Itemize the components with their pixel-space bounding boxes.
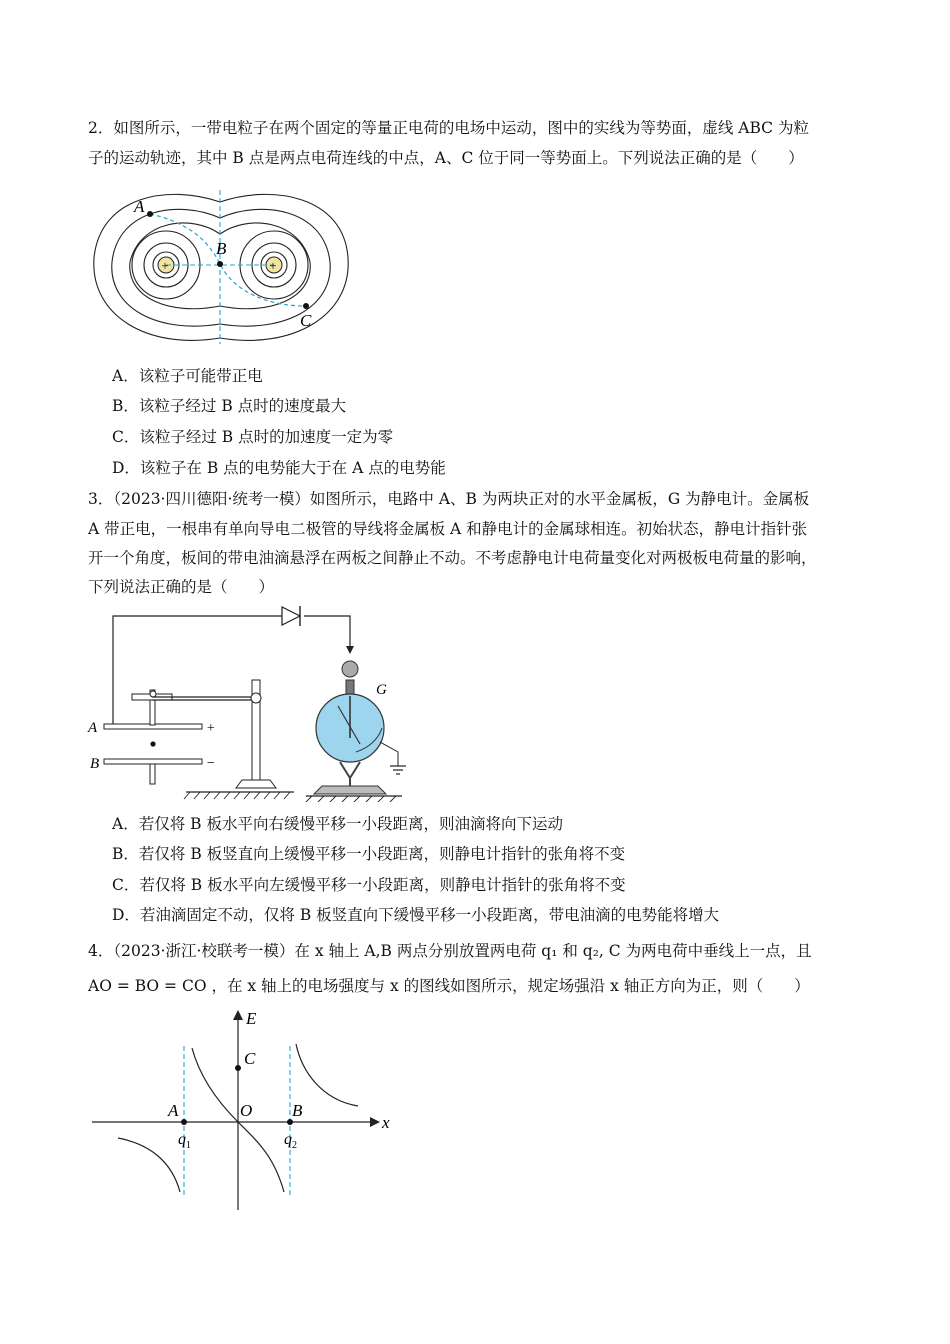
q2-option-b: B．该粒子经过 B 点时的速度最大 [112,397,347,415]
axis-e-label: E [246,1009,257,1028]
q4-stem-line-2: AO = BO = CO ，在 x 轴上的电场强度与 x 的图线如图所示，规定场强沿 x 轴正方向为正，则（ ） [88,977,810,995]
point-c-label: C [300,311,312,330]
q2-stem-line-1: 2．如图所示，一带电粒子在两个固定的等量正电荷的电场中运动，图中的实线为等势面，虚线 ABC 为粒 [88,119,809,137]
q3-option-b: B．若仅将 B 板竖直向上缓慢平移一小段距离，则静电计指针的张角将不变 [112,845,626,863]
q2-equipotential-figure [88,188,356,354]
charge-q1-label: $q_1$ [178,1131,191,1151]
q3-stem-line-4: 下列说法正确的是（ ） [88,578,275,596]
plate-b-sign: − [206,756,216,771]
q4-stem-line-1: 4．（2023·浙江·校联考一模）在 x 轴上 A,B 两点分别放置两电荷 q₁ 和 q₂, C 为两电荷中垂线上一点，且 [88,942,812,960]
plate-b-label: B [90,756,100,772]
origin-label: O [240,1101,253,1120]
q2-option-c: C．该粒子经过 B 点时的加速度一定为零 [112,428,394,446]
q2-option-a: A．该粒子可能带正电 [112,367,263,385]
q3-circuit-figure [86,602,416,802]
q2-stem-line-2: 子的运动轨迹，其中 B 点是两点电荷连线的中点，A、C 位于同一等势面上。下列说法正确的是（ ） [88,149,804,167]
axis-x-label: x [382,1113,390,1132]
plate-a-sign: + [206,721,216,736]
point-b-label: B [292,1101,303,1120]
point-a-label: A [168,1101,179,1120]
charge-plus-right: + [268,258,278,273]
charge-plus-left: + [160,258,170,273]
q3-stem-line-3: 开一个角度，板间的带电油滴悬浮在两板之间静止不动。不考虑静电计电荷量变化对两极板电荷量的影响， [88,549,817,567]
point-b-label: B [216,239,227,258]
q3-stem-line-1: 3．（2023·四川德阳·统考一模）如图所示，电路中 A、B 为两块正对的水平金属板，G 为静电计。金属板 [88,490,810,508]
q3-stem-line-2: A 带正电，一根串有单向导电二极管的导线将金属板 A 和静电计的金属球相连。初始状态，静电计指针张 [88,520,808,538]
charge-q2-label: $q_2$ [284,1131,297,1151]
q3-option-a: A．若仅将 B 板水平向右缓慢平移一小段距离，则油滴将向下运动 [112,815,563,833]
point-c-label: C [244,1049,256,1068]
q4-field-graph [88,1006,398,1212]
q3-option-c: C．若仅将 B 板水平向左缓慢平移一小段距离，则静电计指针的张角将不变 [112,876,626,894]
electroscope-label: G [376,682,387,698]
plate-a-label: A [88,720,98,736]
q3-option-d: D．若油滴固定不动，仅将 B 板竖直向下缓慢平移一小段距离，带电油滴的电势能将增大 [112,906,720,924]
q2-option-d: D．该粒子在 B 点的电势能大于在 A 点的电势能 [112,459,446,477]
point-a-label: A [134,197,145,216]
